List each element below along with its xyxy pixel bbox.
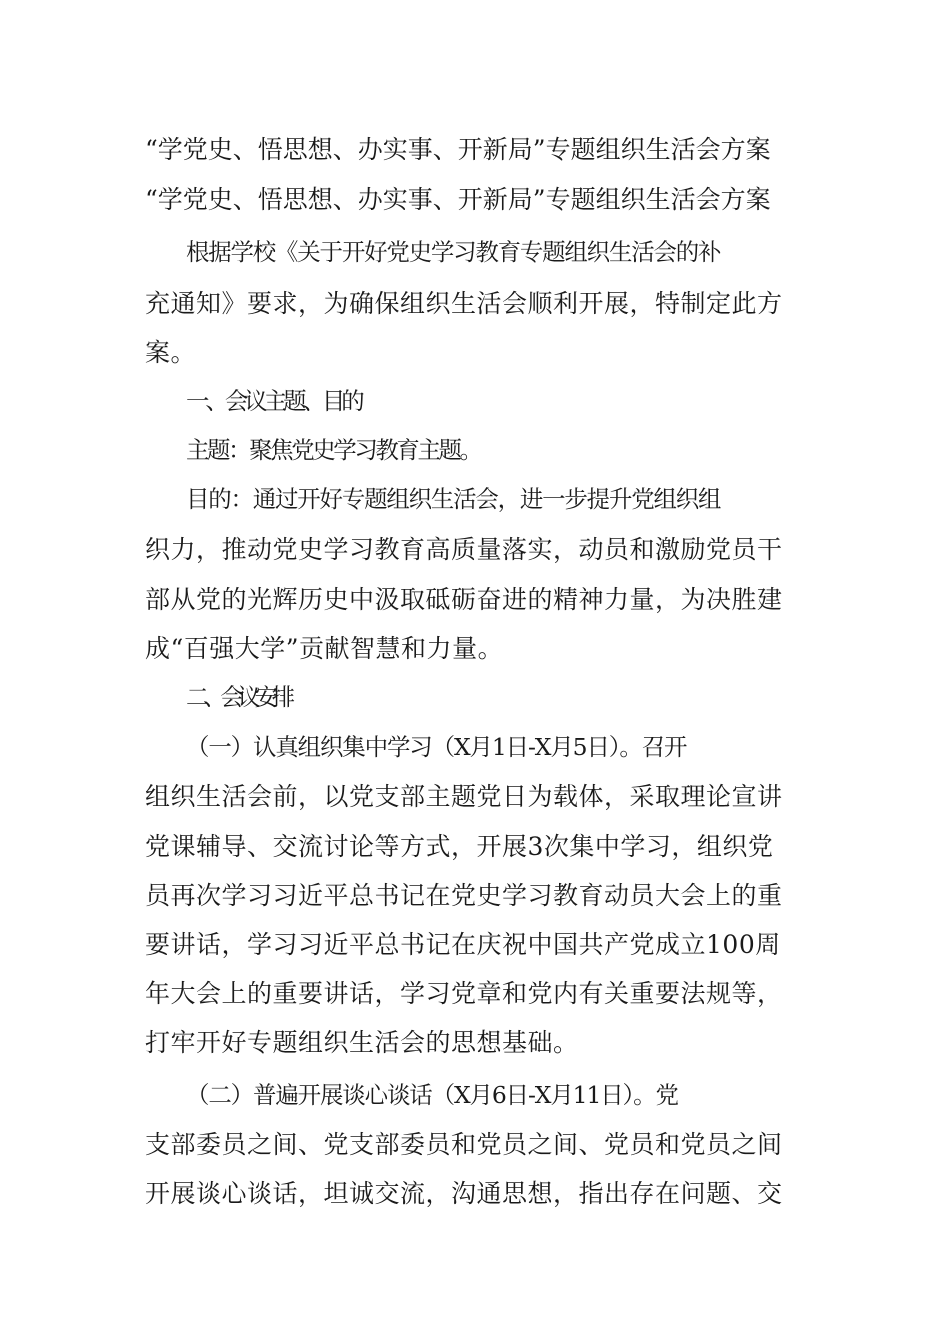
paragraph-line: 部从党的光辉历史中汲取砥砺奋进的精神力量，为决胜建 — [145, 585, 783, 614]
paragraph-line: 根据学校《关于开好党史学习教育专题组织生活会的补 — [186, 238, 721, 266]
paragraph-line: 打牢开好专题组织生活会的思想基础。 — [145, 1028, 579, 1057]
paragraph-line: 要讲话，学习习近平总书记在庆祝中国共产党成立100周 — [145, 930, 781, 959]
paragraph-line: 织力，推动党史学习教育高质量落实，动员和激励党员干 — [145, 535, 783, 564]
paragraph-line: 员再次学习习近平总书记在党史学习教育动员大会上的重 — [145, 881, 783, 910]
paragraph-line: 年大会上的重要讲话，学习党章和党内有关重要法规等， — [145, 979, 783, 1008]
paragraph-line: 成“百强大学”贡献智慧和力量。 — [145, 634, 504, 663]
paragraph-line: 主题：聚焦党史学习教育主题。 — [186, 436, 481, 464]
paragraph-line: 案。 — [145, 338, 197, 367]
paragraph-line: （一）认真组织集中学习（X月1日-X月5日）。召开 — [186, 733, 687, 761]
document-title-repeat: “学党史、悟思想、办实事、开新局”专题组织生活会方案 — [145, 185, 771, 214]
paragraph-line: 充通知》要求，为确保组织生活会顺利开展，特制定此方 — [145, 289, 783, 318]
paragraph-line: （二）普遍开展谈心谈话（X月6日-X月11日）。党 — [186, 1081, 678, 1109]
section-heading: 二、会议安排 — [186, 683, 289, 711]
paragraph-line: 开展谈心谈话，坦诚交流，沟通思想，指出存在问题、交 — [145, 1179, 783, 1208]
paragraph-line: 党课辅导、交流讨论等方式，开展3次集中学习，组织党 — [145, 832, 774, 861]
paragraph-line: 目的：通过开好专题组织生活会，进一步提升党组织组 — [186, 485, 721, 513]
section-heading: 一、会议主题、目的 — [186, 387, 361, 415]
paragraph-line: 支部委员之间、党支部委员和党员之间、党员和党员之间 — [145, 1130, 783, 1159]
document-title: “学党史、悟思想、办实事、开新局”专题组织生活会方案 — [145, 135, 771, 164]
paragraph-line: 组织生活会前，以党支部主题党日为载体，采取理论宣讲 — [145, 782, 783, 811]
